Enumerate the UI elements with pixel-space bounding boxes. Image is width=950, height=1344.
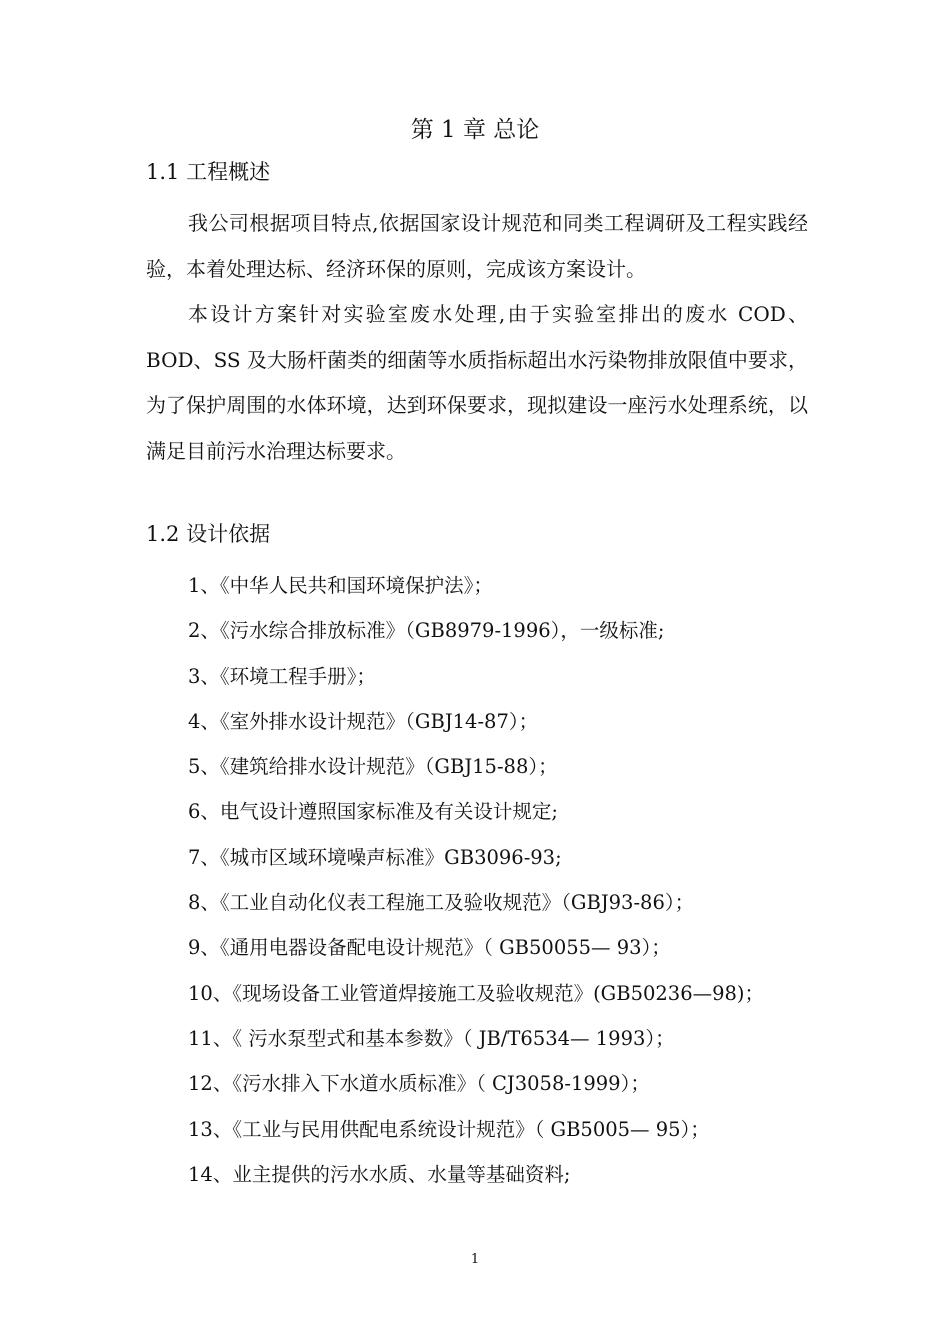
list-item: 3、《环境工程手册》； <box>188 664 376 688</box>
list-item: 9、《通用电器设备配电设计规范》（ GB50055— 93）； <box>188 936 671 960</box>
section-heading-design-basis: 1.2 设计依据 <box>146 522 271 546</box>
list-item: 11、《 污水泵型式和基本参数》（ JB/T6534— 1993）； <box>188 1026 675 1050</box>
section-heading-overview: 1.1 工程概述 <box>146 160 271 184</box>
list-item: 6、电气设计遵照国家标准及有关设计规定; <box>188 800 558 824</box>
list-item: 13、《工业与民用供配电系统设计规范》（ GB5005— 95）； <box>188 1117 710 1141</box>
list-item: 4、《室外排水设计规范》（GBJ14-87）； <box>188 709 539 733</box>
chapter-title: 第 1 章 总论 <box>410 117 540 143</box>
page-number: 1 <box>470 1252 480 1267</box>
list-item: 2、《污水综合排放标准》（GB8979-1996），一级标准; <box>188 619 665 643</box>
list-item: 5、《建筑给排水设计规范》（GBJ15-88）； <box>188 755 558 779</box>
list-item: 12、《污水排入下水道水质标准》（ CJ3058-1999）； <box>188 1072 650 1096</box>
design-basis-list <box>188 566 828 1200</box>
list-item: 1、《中华人民共和国环境保护法》； <box>188 574 493 597</box>
overview-paragraph-2: 本设计方案针对实验室废水处理,由于实验室排出的废水 COD、BOD、SS 及大肠杆菌类的细菌等水质指标超出水污染物排放限值中要求，为了保护周围的水体环境，达到环保要求，现拟建设一座污水处理系统，以满足目前污水治理达标要求。 <box>146 302 808 463</box>
list-item: 8、《工业自动化仪表工程施工及验收规范》（GBJ93-86）； <box>188 891 695 915</box>
overview-paragraph-1: 我公司根据项目特点,依据国家设计规范和同类工程调研及工程实践经验，本着处理达标、经济环保的原则，完成该方案设计。 <box>146 211 808 281</box>
list-item: 10、《现场设备工业管道焊接施工及验收规范》(GB50236—98)； <box>188 981 765 1005</box>
list-item: 7、《城市区域环境噪声标准》GB3096-93; <box>188 845 562 869</box>
list-item: 14、业主提供的污水水质、水量等基础资料; <box>188 1162 571 1186</box>
